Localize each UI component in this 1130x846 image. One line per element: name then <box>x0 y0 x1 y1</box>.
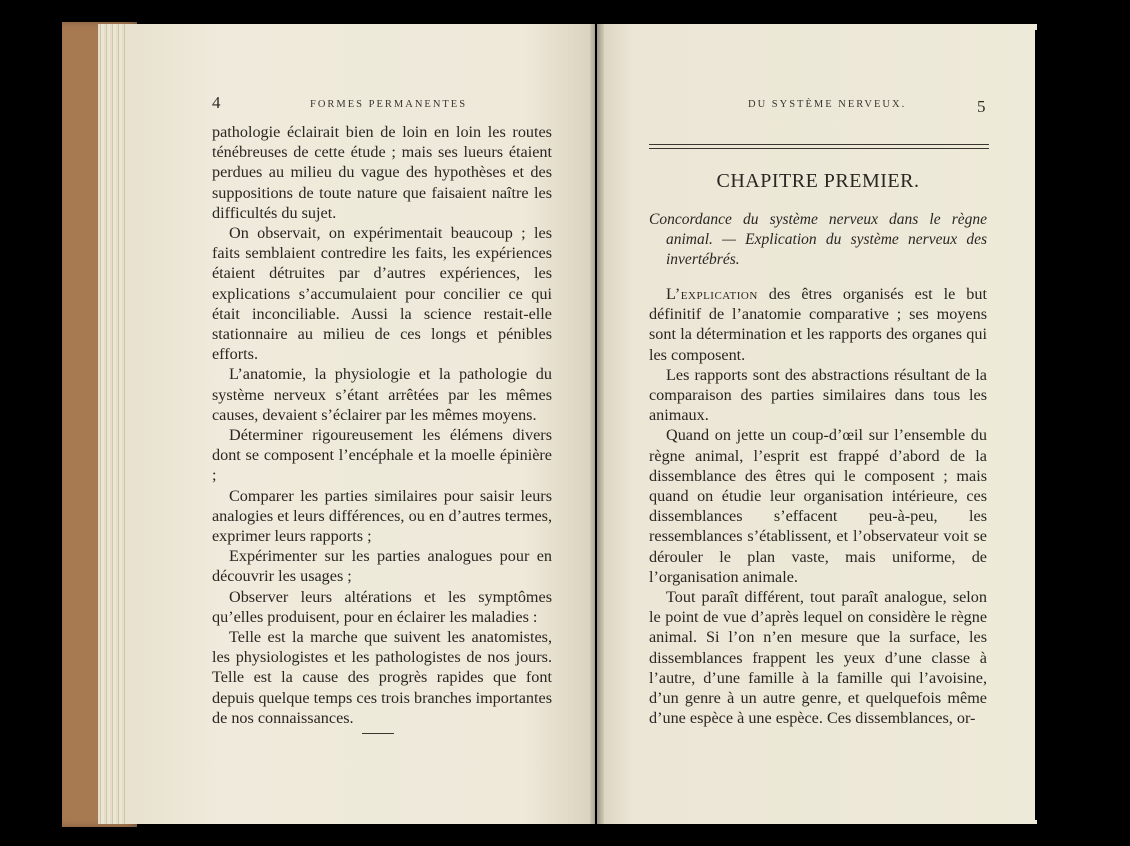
left-running-head: FORMES PERMANENTES <box>310 99 468 110</box>
header-rule-thin <box>649 148 989 149</box>
paragraph: Déterminer rigoureusement les élémens divers dont se composent l’encéphale et la moelle épinière ; <box>212 426 552 485</box>
end-rule <box>362 733 394 734</box>
left-page-number: 4 <box>212 93 221 112</box>
paragraph: Expérimenter sur les parties analogues pour en découvrir les usages ; <box>212 547 552 586</box>
paragraph-text: des êtres organisés est le but définitif de l’anatomie comparative ; ses moyens sont la détermination et les rapports des organes qui les composent. <box>649 285 987 364</box>
left-page-body <box>212 122 552 728</box>
paragraph: Comparer les parties similaires pour saisir leurs analogies et leurs différences, ou en d’autres termes, exprimer leurs rapports ; <box>212 486 552 546</box>
paragraph: Les rapports sont des abstractions résultant de la comparaison des parties similaires dans tous les animaux. <box>649 365 987 425</box>
paragraph: Telle est la marche que suivent les anatomistes, les physiologistes et les pathologistes de nos jours. Telle est la cause des progrès rapides que font depuis quelque temps ces trois branches importantes de nos connaissances. <box>212 628 552 727</box>
summary-line: animal. — Explication du système nerveux des <box>666 231 987 248</box>
paragraph: On observait, on expérimentait beaucoup ; les faits semblaient contredire les faits, les expériences étaient détruites par d’autres expériences, les explications s’accumulaient pour concilier ce qui était inconciliable. Aussi la science restait-elle stationnaire au milieu de ces longs et pénibles efforts. <box>212 224 552 364</box>
small-caps-lead: L’explication <box>666 285 758 303</box>
paragraph <box>649 284 987 365</box>
page-edges <box>98 24 128 824</box>
right-running-head: DU SYSTÈME NERVEUX. <box>748 99 907 110</box>
summary-line: Concordance du système nerveux dans le règne <box>649 211 987 228</box>
paragraph: Quand on jette un coup-d’œil sur l’ensemble du règne animal, l’esprit est frappé d’abord de la dissemblance des êtres qui le composent ; mais quand on étudie leur organisation intérieure, ces dissemblances s’effacent peu-à-peu, les ressemblances s’établissent, et l’observateur voit se dérouler le plan vaste, mais uniforme, de l’organisation animale. <box>649 426 987 586</box>
paragraph: L’anatomie, la physiologie et la pathologie du système nerveux s’étant arrêtées par les mêmes causes, devaient s’éclairer par les mêmes moyens. <box>212 365 552 424</box>
chapter-title: CHAPITRE PREMIER. <box>716 170 920 192</box>
right-page-number: 5 <box>977 97 986 116</box>
paragraph: pathologie éclairait bien de loin en loin les routes ténébreuses de cette étude ; mais ses lueurs étaient perdues au milieu du vague des hypothèses et des suppositions de toute nature que faisaient naître les difficultés du sujet. <box>212 123 552 222</box>
chapter-summary <box>649 210 987 270</box>
book-gutter <box>590 24 604 824</box>
paragraph: Tout paraît différent, tout paraît analogue, selon le point de vue d’après lequel on considère le règne animal. Si l’on n’en mesure que la surface, les dissemblances frappent les yeux d’une classe à l’autre, d’une famille à la famille qui l’avoisine, d’un genre à un autre genre, et quelquefois même d’une espèce à une espèce. Ces dissemblances, or- <box>649 588 987 728</box>
paragraph: Observer leurs altérations et les symptômes qu’elles produisent, pour en éclairer les maladies : <box>212 587 552 626</box>
summary-line: invertébrés. <box>666 251 740 268</box>
header-rule <box>649 144 989 145</box>
background-edge <box>1035 30 1045 820</box>
right-page-body <box>649 284 987 728</box>
